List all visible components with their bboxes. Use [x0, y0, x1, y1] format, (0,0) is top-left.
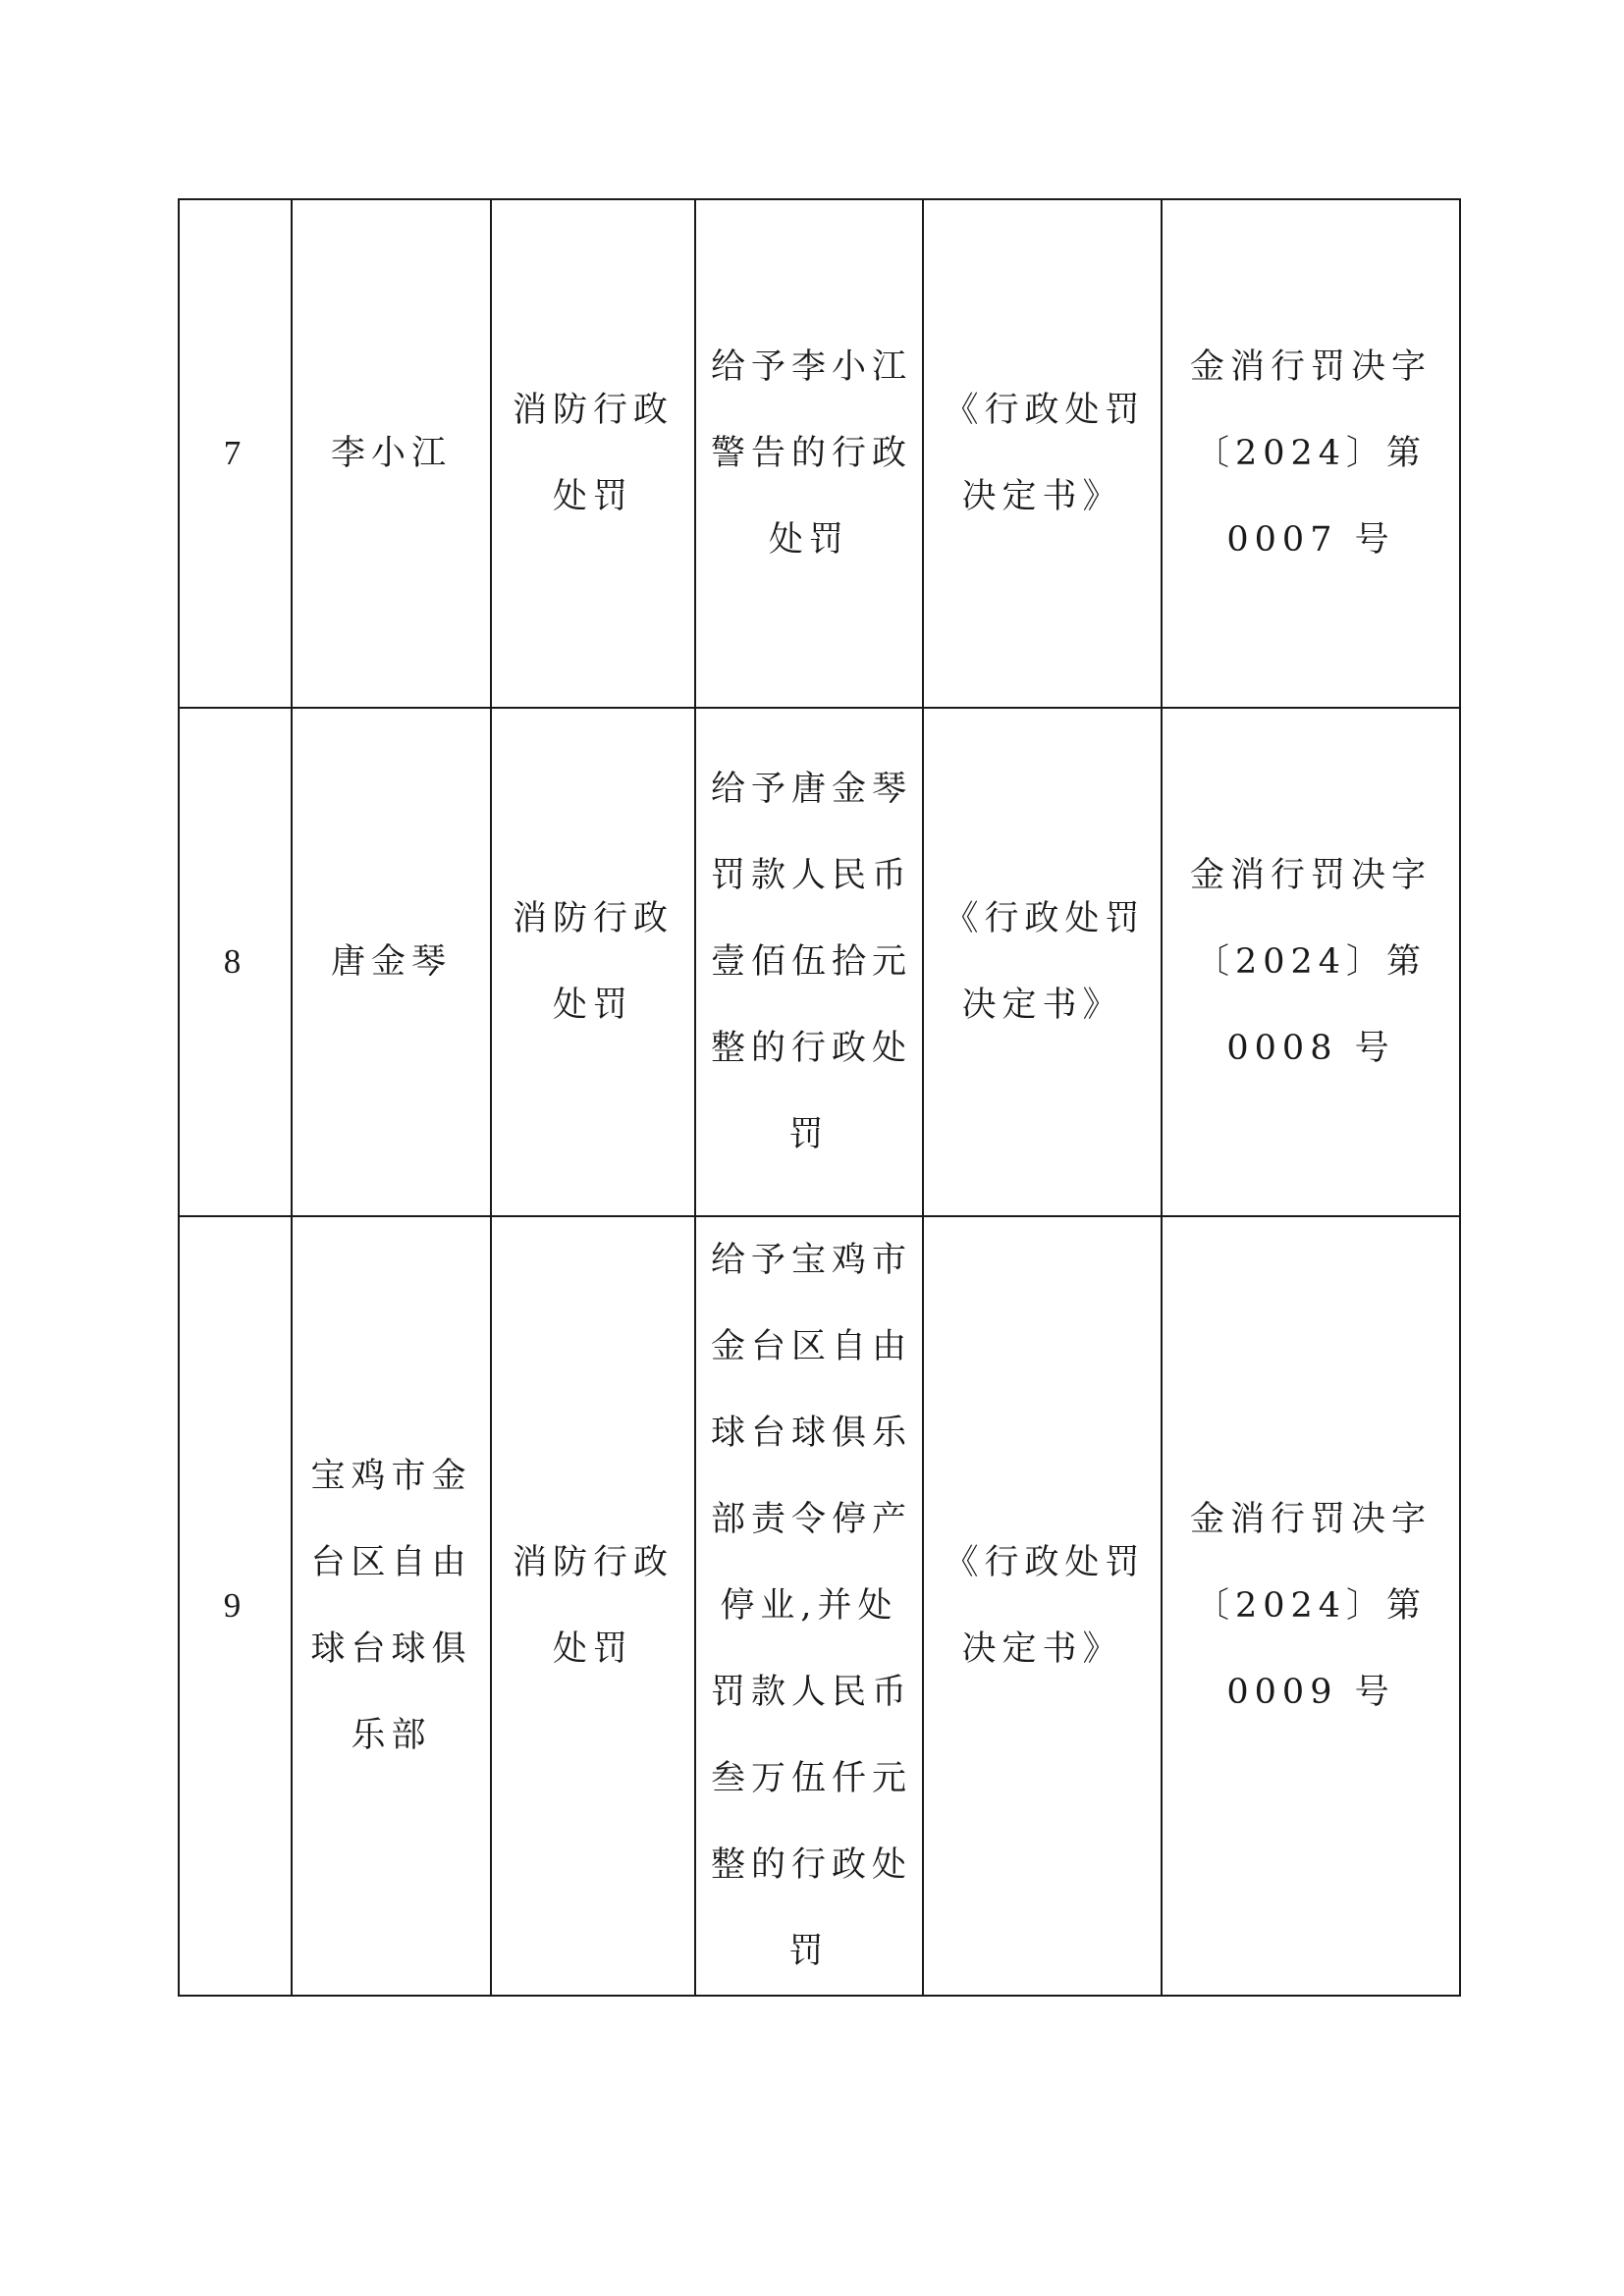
table-row	[179, 1216, 1460, 1996]
party-name	[292, 199, 491, 708]
cell-text-line: 整的行政处	[711, 1845, 913, 1885]
cell-text-line: 给予李小江	[711, 347, 913, 387]
cell-text-line: 处罚	[768, 520, 849, 560]
cell-text-line: 罚款人民币	[711, 1673, 913, 1712]
penalty-content	[695, 199, 923, 708]
table-row	[179, 708, 1460, 1216]
cell-text-line: 整的行政处	[711, 1029, 913, 1068]
penalty-document	[923, 708, 1162, 1216]
cell-text-line: 〔2024〕第	[1194, 942, 1428, 982]
cell-text-line: 消防行政	[512, 899, 674, 938]
cell-text-line: 乐部	[351, 1716, 432, 1755]
cell-text-line: 0008 号	[1226, 1029, 1395, 1068]
cell-text-line: 部责令停产	[711, 1500, 913, 1539]
cell-text-line: 《行政处罚	[944, 899, 1146, 938]
cell-text-line: 球台球俱	[310, 1629, 472, 1669]
cell-text-line: 金消行罚决字	[1189, 856, 1432, 895]
document-number	[1162, 1216, 1460, 1996]
penalty-content	[695, 708, 923, 1216]
cell-text-line: 处罚	[552, 1629, 633, 1669]
cell-text-line: 罚款人民币	[711, 856, 913, 895]
cell-text-line: 处罚	[552, 986, 633, 1025]
cell-text-line: 叁万伍仟元	[711, 1759, 913, 1798]
cell-text-line: 罚	[788, 1115, 830, 1154]
cell-text-line: 台区自由	[310, 1543, 472, 1582]
cell-text-line: 0009 号	[1226, 1673, 1395, 1712]
penalty-type	[491, 199, 695, 708]
cell-text-line: 李小江	[330, 434, 452, 473]
cell-text-line: 宝鸡市金	[310, 1457, 472, 1496]
cell-text-line: 球台球俱乐	[711, 1414, 913, 1453]
cell-text-line: 金台区自由	[711, 1327, 913, 1366]
party-name	[292, 708, 491, 1216]
cell-text-line: 给予唐金琴	[711, 770, 913, 809]
penalty-content	[695, 1216, 923, 1996]
party-name	[292, 1216, 491, 1996]
penalty-type	[491, 708, 695, 1216]
cell-text-line: 〔2024〕第	[1194, 1586, 1428, 1626]
cell-text-line: 警告的行政	[711, 434, 913, 473]
cell-text-line: 《行政处罚	[944, 391, 1146, 430]
penalty-type	[491, 1216, 695, 1996]
cell-text-line: 决定书》	[961, 986, 1123, 1025]
cell-text-line: 停业,并处	[720, 1586, 898, 1626]
table-row	[179, 199, 1460, 708]
row-number: 8	[179, 708, 292, 1216]
document-number	[1162, 199, 1460, 708]
cell-text-line: 罚	[788, 1932, 830, 1971]
cell-text-line: 处罚	[552, 477, 633, 516]
cell-text-line: 决定书》	[961, 477, 1123, 516]
cell-text-line: 给予宝鸡市	[711, 1241, 913, 1280]
cell-text-line: 《行政处罚	[944, 1543, 1146, 1582]
cell-text-line: 0007 号	[1226, 520, 1395, 560]
penalty-document	[923, 199, 1162, 708]
penalty-table	[178, 198, 1461, 1997]
cell-text-line: 〔2024〕第	[1194, 434, 1428, 473]
row-number: 9	[179, 1216, 292, 1996]
cell-text-line: 壹佰伍拾元	[711, 942, 913, 982]
cell-text-line: 决定书》	[961, 1629, 1123, 1669]
penalty-document	[923, 1216, 1162, 1996]
cell-text-line: 消防行政	[512, 1543, 674, 1582]
cell-text-line: 消防行政	[512, 391, 674, 430]
document-number	[1162, 708, 1460, 1216]
row-number: 7	[179, 199, 292, 708]
cell-text-line: 金消行罚决字	[1189, 1500, 1432, 1539]
cell-text-line: 唐金琴	[330, 942, 452, 982]
cell-text-line: 金消行罚决字	[1189, 347, 1432, 387]
